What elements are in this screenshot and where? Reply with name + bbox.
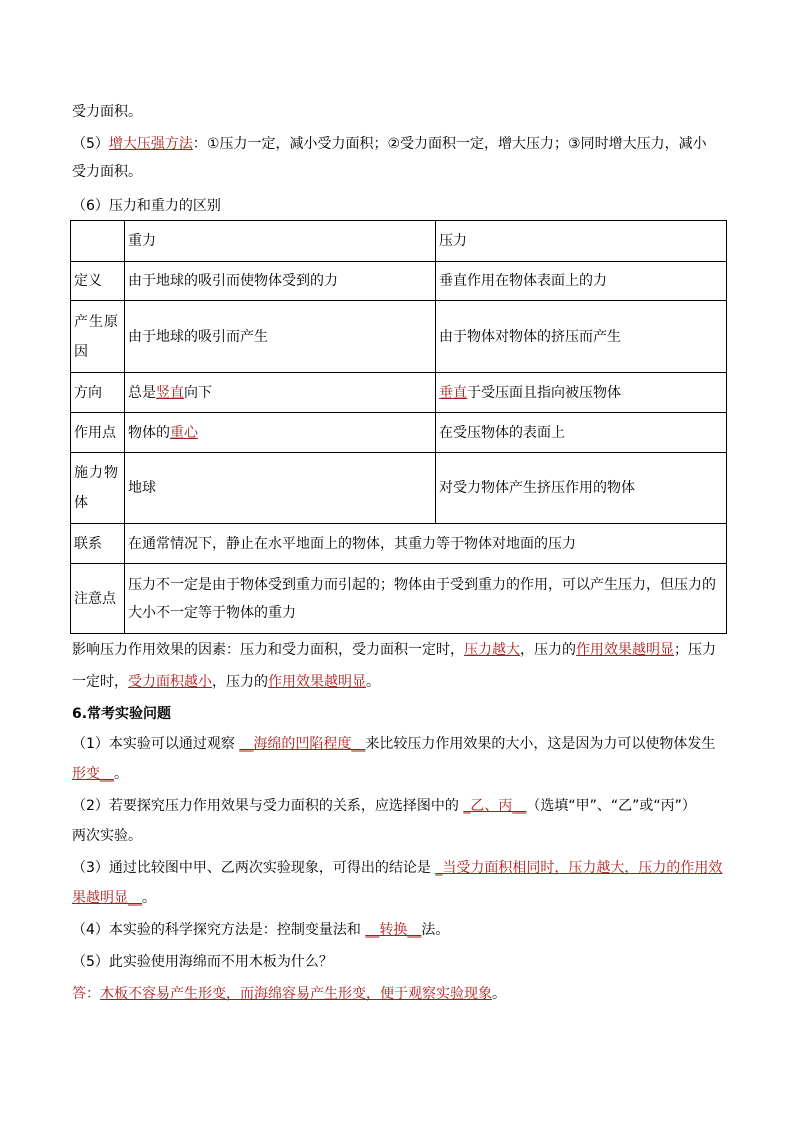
keyword: 作用效果越明显 bbox=[576, 642, 674, 658]
answer-blank: 形变__ bbox=[72, 766, 114, 782]
note-line: 压力不一定是由于物体受到重力而引起的；物体由于受到重力的作用，可以产生压力，但压力的 bbox=[128, 576, 716, 593]
text-span: 。 bbox=[366, 674, 380, 690]
paragraph-6: （6）压力和重力的区别 bbox=[72, 198, 221, 214]
table-row-source bbox=[71, 453, 727, 524]
table-cell: 对受力物体产生挤压作用的物体 bbox=[436, 453, 727, 524]
question-3-cont bbox=[72, 888, 156, 908]
text-span: ，压力的 bbox=[212, 674, 268, 690]
text-span: （1）本实验可以通过观察 bbox=[72, 736, 240, 752]
table-row-label: 作用点 bbox=[71, 413, 125, 453]
question-5: （5）此实验使用海绵而不用木板为什么？ bbox=[72, 954, 333, 970]
text-span: 向下 bbox=[184, 384, 212, 401]
text-span: （选填“甲”、“乙”或“丙”） bbox=[526, 798, 696, 814]
section-heading: 6.常考实验问题 bbox=[72, 706, 172, 722]
answer-blank: _当受力面积相同时，压力越大，压力的作用效 bbox=[435, 860, 723, 876]
table-cell-gravity-header: 重力 bbox=[125, 221, 436, 262]
text-span: 。 bbox=[114, 766, 128, 782]
question-2 bbox=[72, 796, 696, 816]
table-cell: 由于物体对物体的挤压而产生 bbox=[436, 301, 727, 373]
keyword: 受力面积越小 bbox=[128, 674, 212, 690]
table-row-cause bbox=[71, 301, 727, 373]
table-cell bbox=[125, 413, 436, 453]
table-row-relation bbox=[71, 524, 727, 564]
table-cell: 垂直作用在物体表面上的力 bbox=[436, 262, 727, 301]
text-span: 。 bbox=[492, 986, 506, 1002]
table-row-definition bbox=[71, 262, 727, 301]
keyword: 重心 bbox=[170, 424, 198, 441]
keyword: 压力越大 bbox=[464, 642, 520, 658]
question-2-cont: 两次实验。 bbox=[72, 828, 142, 844]
question-1 bbox=[72, 734, 715, 754]
table-row-note bbox=[71, 564, 727, 634]
answer-blank: _乙、丙__ bbox=[463, 798, 527, 814]
answer-prefix: 答： bbox=[72, 986, 100, 1002]
text-span: （4）本实验的科学探究方法是：控制变量法和 bbox=[72, 922, 366, 938]
table-row-point bbox=[71, 413, 727, 453]
p5-prefix: （5） bbox=[72, 136, 109, 152]
table-cell bbox=[436, 373, 727, 413]
table-cell: 由于地球的吸引而使物体受到的力 bbox=[125, 262, 436, 301]
p5-rest: ：①压力一定，减小受力面积；②受力面积一定，增大压力；③同时增大压力，减小 bbox=[192, 136, 707, 152]
table-cell bbox=[71, 221, 125, 262]
answer-blank: 果越明显__ bbox=[72, 890, 142, 906]
paragraph-5-cont: 受力面积。 bbox=[72, 164, 142, 180]
text-span: 影响压力作用效果的因素：压力和受力面积，受力面积一定时， bbox=[72, 642, 464, 658]
answer-blank: __海绵的凹陷程度__ bbox=[239, 736, 366, 752]
p5-term: 增大压强方法 bbox=[108, 136, 193, 152]
answer-line bbox=[72, 984, 506, 1004]
table-cell: 地球 bbox=[125, 453, 436, 524]
text-span: 来比较压力作用效果的大小，这是因为力可以使物体发生 bbox=[365, 736, 716, 752]
table-row-label: 产生原因 bbox=[71, 301, 125, 373]
text-span: ；压力 bbox=[674, 642, 716, 658]
table-row-label: 定义 bbox=[71, 262, 125, 301]
table-row-label: 施力物体 bbox=[71, 453, 125, 524]
text-span: （2）若要探究压力作用效果与受力面积的关系，应选择图中的 bbox=[72, 798, 464, 814]
table-cell: 由于地球的吸引而产生 bbox=[125, 301, 436, 373]
text-span: 物体的 bbox=[128, 424, 170, 441]
factors-line-1 bbox=[72, 640, 716, 660]
table-cell-pressure-header: 压力 bbox=[436, 221, 727, 262]
table-cell: 在受压物体的表面上 bbox=[436, 413, 727, 453]
keyword: 作用效果越明显 bbox=[268, 674, 366, 690]
comparison-table bbox=[70, 220, 727, 634]
answer-text: 木板不容易产生形变，而海绵容易产生形变，便于观察实验现象 bbox=[100, 986, 492, 1002]
text-span: 法。 bbox=[421, 922, 450, 938]
text-span: 。 bbox=[142, 890, 156, 906]
keyword: 垂直 bbox=[439, 384, 467, 401]
factors-line-2 bbox=[72, 672, 380, 692]
table-cell bbox=[125, 564, 727, 634]
answer-blank: __转换__ bbox=[365, 922, 422, 938]
paragraph-5 bbox=[72, 134, 707, 154]
table-row-direction bbox=[71, 373, 727, 413]
table-row-header bbox=[71, 221, 727, 262]
question-1-cont bbox=[72, 764, 128, 784]
text-span: （3）通过比较图中甲、乙两次实验现象，可得出的结论是 bbox=[72, 860, 436, 876]
text-span: ，压力的 bbox=[520, 642, 576, 658]
question-3 bbox=[72, 858, 722, 878]
text-line: 受力面积。 bbox=[72, 104, 142, 120]
table-cell: 在通常情况下，静止在水平地面上的物体，其重力等于物体对地面的压力 bbox=[125, 524, 727, 564]
keyword: 竖直 bbox=[156, 384, 184, 401]
table-cell bbox=[125, 373, 436, 413]
question-4 bbox=[72, 920, 449, 940]
table-row-label: 方向 bbox=[71, 373, 125, 413]
text-span: 于受压面且指向被压物体 bbox=[467, 384, 621, 401]
text-span: 总是 bbox=[128, 384, 156, 401]
table-row-label: 注意点 bbox=[71, 564, 125, 634]
text-span: 一定时， bbox=[72, 674, 128, 690]
note-line: 大小不一定等于物体的重力 bbox=[128, 604, 296, 621]
table-row-label: 联系 bbox=[71, 524, 125, 564]
